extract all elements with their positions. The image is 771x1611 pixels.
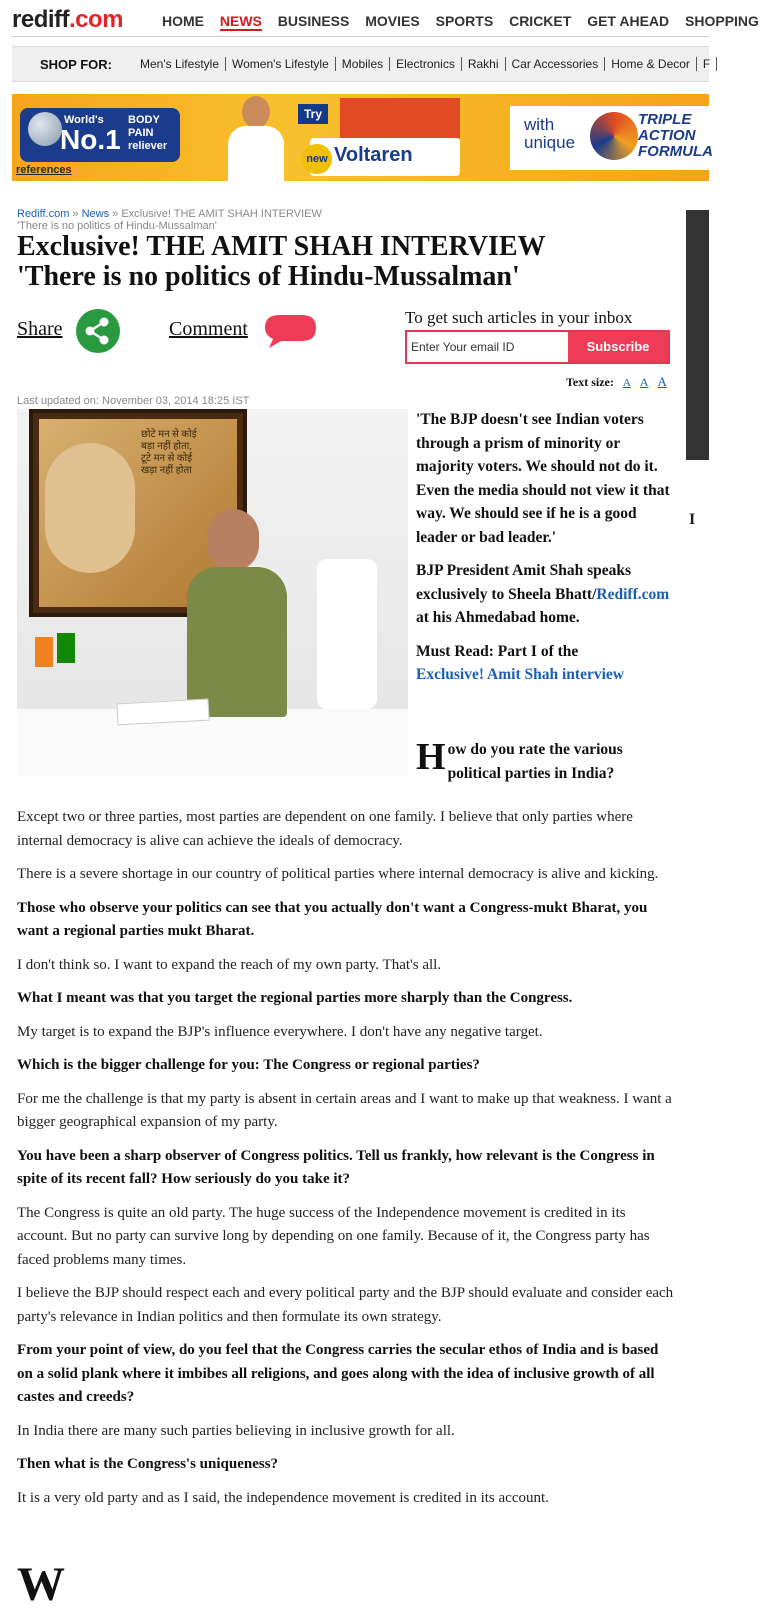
interview-answer: Except two or three parties, most parties are dependent on one family. I believe that only parties where internal democracy is alive can achieve the ideals of democracy. xyxy=(17,809,633,849)
byline: BJP President Amit Shah speaks exclusively to Sheela Bhatt/Rediff.com at his Ahmedabad home. xyxy=(416,562,670,626)
interview-question: You have been a sharp observer of Congress politics. Tell us frankly, how relevant is the Congress in spite of its recent fall? How seriously do you take it? xyxy=(17,1147,655,1187)
interview-question: Which is the bigger challenge for you: The Congress or regional parties? xyxy=(17,1057,480,1073)
must-read: Must Read: Part I of the Exclusive! Amit Shah interview xyxy=(416,642,624,683)
interview-answer: There is a severe shortage in our country of political parties where internal democracy is alive and kicking. xyxy=(17,866,659,882)
interview-answer: I don't think so. I want to expand the reach of my own party. That's all. xyxy=(17,956,442,973)
text-size-large[interactable]: A xyxy=(657,374,667,389)
shop-for-label: SHOP FOR: xyxy=(40,57,112,72)
interview-answer: The Congress is quite an old party. The huge success of the Independence movement is credited in its account. But no party can survive long by depending on one family. Because of it, the Congress party has faced problems many times. xyxy=(17,1204,650,1268)
breadcrumb xyxy=(17,208,322,232)
article-body xyxy=(17,806,677,1520)
ad-body-pain-text: BODY PAIN reliever xyxy=(128,114,168,152)
text-size-label: Text size: xyxy=(566,375,614,389)
ad-new-badge: new xyxy=(302,144,332,174)
interview-answer: I believe the BJP should respect each and every political party and the BJP should evaluate and consider each party's relevance in Indian politics and then formulate its own strategy. xyxy=(17,1285,674,1325)
must-read-link[interactable]: Exclusive! Amit Shah interview xyxy=(416,666,624,683)
newsletter-form xyxy=(405,330,670,364)
interview-answer: My target is to expand the BJP's influence everywhere. I don't have any negative target. xyxy=(17,1023,543,1040)
header-divider xyxy=(12,36,709,37)
text-size-medium[interactable]: A xyxy=(639,375,649,389)
ad-formula-panel xyxy=(510,106,713,170)
interview-question: Those who observe your politics can see that you actually don't want a Congress-mukt Bharat, you want a regional parties mukt Bharat. xyxy=(17,899,648,939)
drop-cap: H xyxy=(416,736,446,778)
shop-link[interactable]: Car Accessories xyxy=(506,57,606,71)
nav-news[interactable]: NEWS xyxy=(219,13,262,29)
email-input[interactable]: Enter Your email ID xyxy=(411,340,515,354)
right-sidebar-heading: I xyxy=(689,511,696,528)
interview-answer: For me the challenge is that my party is absent in certain areas and I want to make up that weakness. I want a bigger geographical expansion of my party. xyxy=(17,1090,672,1130)
interview-answer: It is a very old party and as I said, the independence movement is credited in its account. xyxy=(17,1489,549,1506)
headline-line-2: 'There is no politics of Hindu-Mussalman' xyxy=(17,261,520,292)
right-sidebar-ad[interactable] xyxy=(686,210,709,460)
ad-brand-text: Voltaren xyxy=(334,144,413,166)
nav-cricket[interactable]: CRICKET xyxy=(509,13,572,29)
breadcrumb-current: Exclusive! THE AMIT SHAH INTERVIEW xyxy=(121,208,322,220)
interview-answer: In India there are many such parties believing in inclusive growth for all. xyxy=(17,1422,455,1439)
top-nav xyxy=(162,13,771,29)
article-intro xyxy=(416,408,676,697)
interview-question: From your point of view, do you feel that the Congress carries the secular ethos of India and is based on a solid plank where it imbibes all religions, and goes along with the idea of inclusive growth of all castes and creeds? xyxy=(17,1342,659,1405)
newsletter-heading: To get such articles in your inbox xyxy=(405,308,633,327)
comment-link[interactable]: Comment xyxy=(169,318,248,340)
first-question: How do you rate the various political parties in India? xyxy=(416,736,623,782)
share-link[interactable]: Share xyxy=(17,318,63,340)
shop-link[interactable]: Home & Decor xyxy=(605,57,697,71)
breadcrumb-separator: » xyxy=(109,208,122,220)
swirl-icon xyxy=(590,112,638,160)
nav-home[interactable]: HOME xyxy=(162,13,204,29)
nav-movies[interactable]: MOVIES xyxy=(365,13,420,29)
page-title xyxy=(17,232,677,292)
ad-triple-text: TRIPLE ACTION FORMULA xyxy=(638,111,713,160)
shop-link[interactable]: F xyxy=(697,57,717,71)
breadcrumb-news[interactable]: News xyxy=(81,208,110,220)
breadcrumb-home[interactable]: Rediff.com xyxy=(17,208,70,220)
shop-link[interactable]: Mobiles xyxy=(336,57,390,71)
ad-model-image xyxy=(224,96,286,181)
ad-with-unique-text: with unique xyxy=(524,115,576,152)
shop-link[interactable]: Rakhi xyxy=(462,57,506,71)
ad-no1-text: No.1 xyxy=(60,124,121,155)
nav-business[interactable]: BUSINESS xyxy=(277,13,350,29)
text-size-small[interactable]: A xyxy=(622,377,631,389)
share-icon[interactable] xyxy=(76,309,120,353)
comment-bubble-icon[interactable] xyxy=(263,313,318,349)
rediff-logo[interactable]: rediff.com xyxy=(12,6,124,33)
last-updated: Last updated on: November 03, 2014 18:25 IST xyxy=(17,395,250,407)
nav-get-ahead[interactable]: GET AHEAD xyxy=(587,13,670,29)
pull-quote: 'The BJP doesn't see Indian voters through a prism of minority or majority voters. We should not do it. Even the media should not view it that way. We should see if he is a good leader or bad leader.' xyxy=(416,411,670,546)
interview-question: Then what is the Congress's uniqueness? xyxy=(17,1456,279,1472)
globe-icon xyxy=(28,112,62,146)
shop-bar xyxy=(12,46,709,82)
breadcrumb-separator: » xyxy=(69,208,82,220)
portrait-poem: छोटे मन से कोई बड़ा नहीं होता, टूटे मन से कोई खड़ा नहीं होता xyxy=(141,429,197,476)
ad-product-pack xyxy=(290,98,460,178)
ad-references-link[interactable]: references xyxy=(16,164,72,176)
breadcrumb-sub: 'There is no politics of Hindu-Mussalman' xyxy=(17,220,217,232)
ad-worlds-text: World's xyxy=(64,114,104,126)
ad-no1-badge xyxy=(20,108,180,162)
ad-try-text: Try xyxy=(298,104,328,124)
interview-question: What I meant was that you target the regional parties more sharply than the Congress. xyxy=(17,990,573,1006)
ad-banner[interactable] xyxy=(12,94,713,181)
subscribe-button[interactable]: Subscribe xyxy=(568,332,668,362)
shop-link[interactable]: Men's Lifestyle xyxy=(140,57,226,71)
next-drop-cap: W xyxy=(17,1558,65,1611)
nav-sports[interactable]: SPORTS xyxy=(435,13,494,29)
headline-line-1: Exclusive! THE AMIT SHAH INTERVIEW xyxy=(17,231,546,262)
byline-rediff-link[interactable]: Rediff.com xyxy=(596,585,670,603)
nav-shopping[interactable]: SHOPPING xyxy=(685,13,759,29)
shop-link[interactable]: Women's Lifestyle xyxy=(226,57,336,71)
shop-link[interactable]: Electronics xyxy=(390,57,462,71)
article-photo xyxy=(17,409,408,776)
text-size-control xyxy=(566,374,667,390)
